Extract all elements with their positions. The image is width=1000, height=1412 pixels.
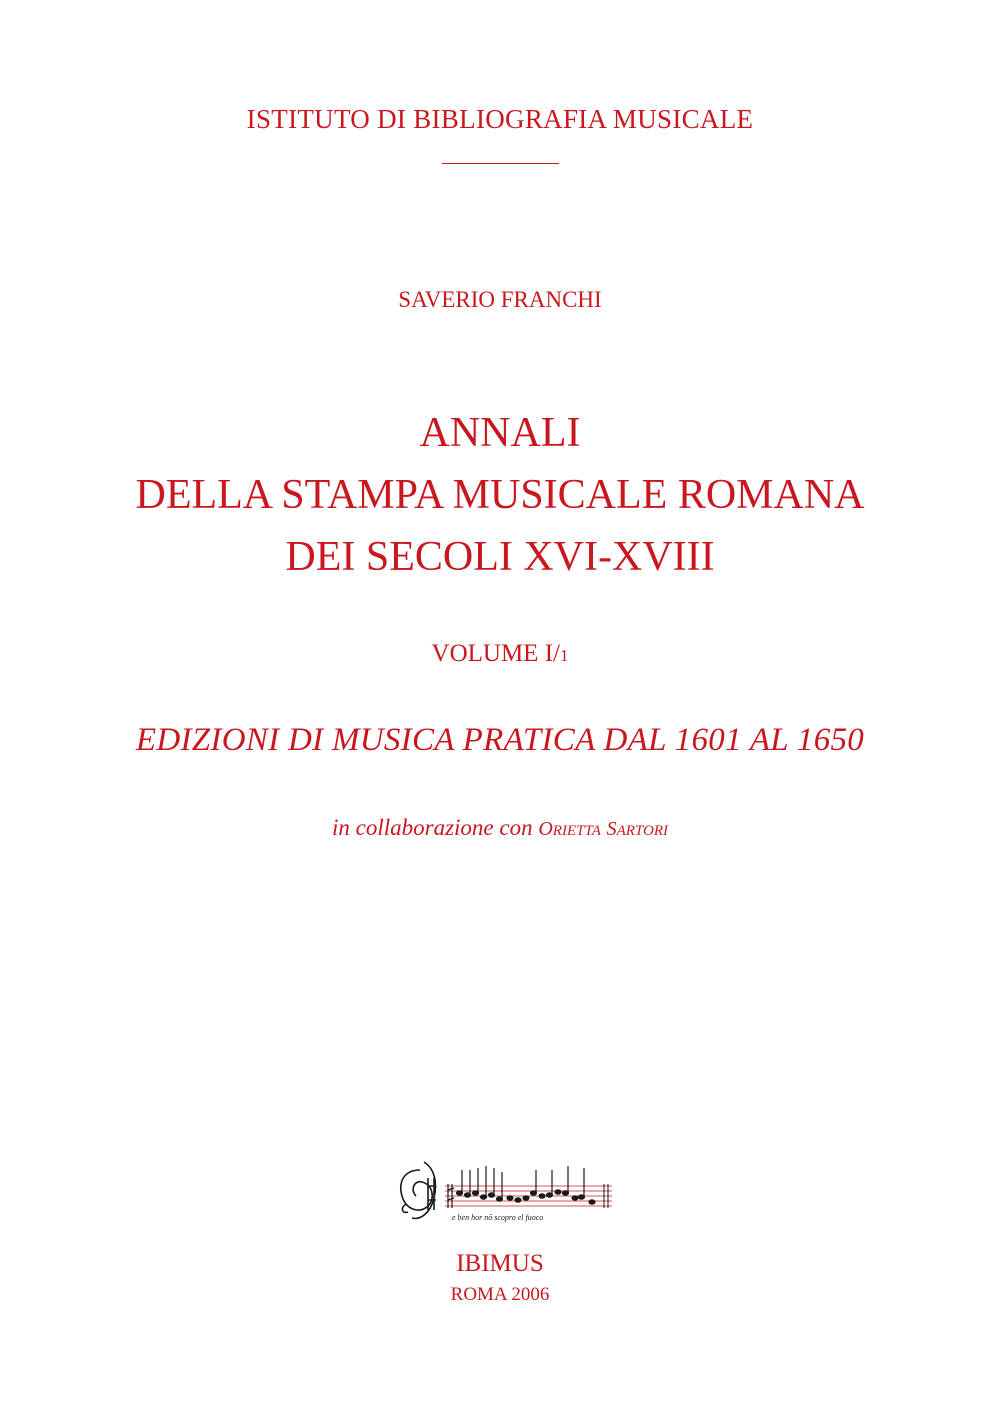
publisher-logo-icon: [390, 1148, 620, 1228]
logo-caption: e ben hor nō scopro el fuoco: [452, 1213, 544, 1222]
institute-name: ISTITUTO DI BIBLIOGRAFIA MUSICALE: [246, 104, 754, 134]
collab-last-initial: S: [606, 818, 617, 840]
author-name: SAVERIO FRANCHI: [398, 287, 602, 312]
collaboration-credit: [0, 815, 1000, 841]
volume-label: [0, 640, 1000, 668]
title-line: DEI SECOLI XVI-XVIII: [285, 534, 715, 580]
book-title: [0, 402, 1000, 588]
publisher-name: IBIMUS: [456, 1250, 544, 1277]
title-line: ANNALI: [419, 410, 581, 456]
collab-first-rest: RIETTA: [552, 823, 601, 839]
volume-sub: 1: [559, 646, 569, 665]
collab-first-initial: O: [538, 818, 553, 840]
volume-main: VOLUME I/: [431, 640, 560, 667]
book-subtitle: EDIZIONI DI MUSICA PRATICA DAL 1601 AL 1650: [135, 722, 865, 758]
collab-last-rest: ARTORI: [616, 823, 668, 839]
title-line: DELLA STAMPA MUSICALE ROMANA: [135, 472, 865, 518]
divider-rule: [442, 163, 559, 164]
collab-prefix: in collaborazione con: [332, 815, 539, 840]
place-year: ROMA 2006: [450, 1284, 550, 1305]
